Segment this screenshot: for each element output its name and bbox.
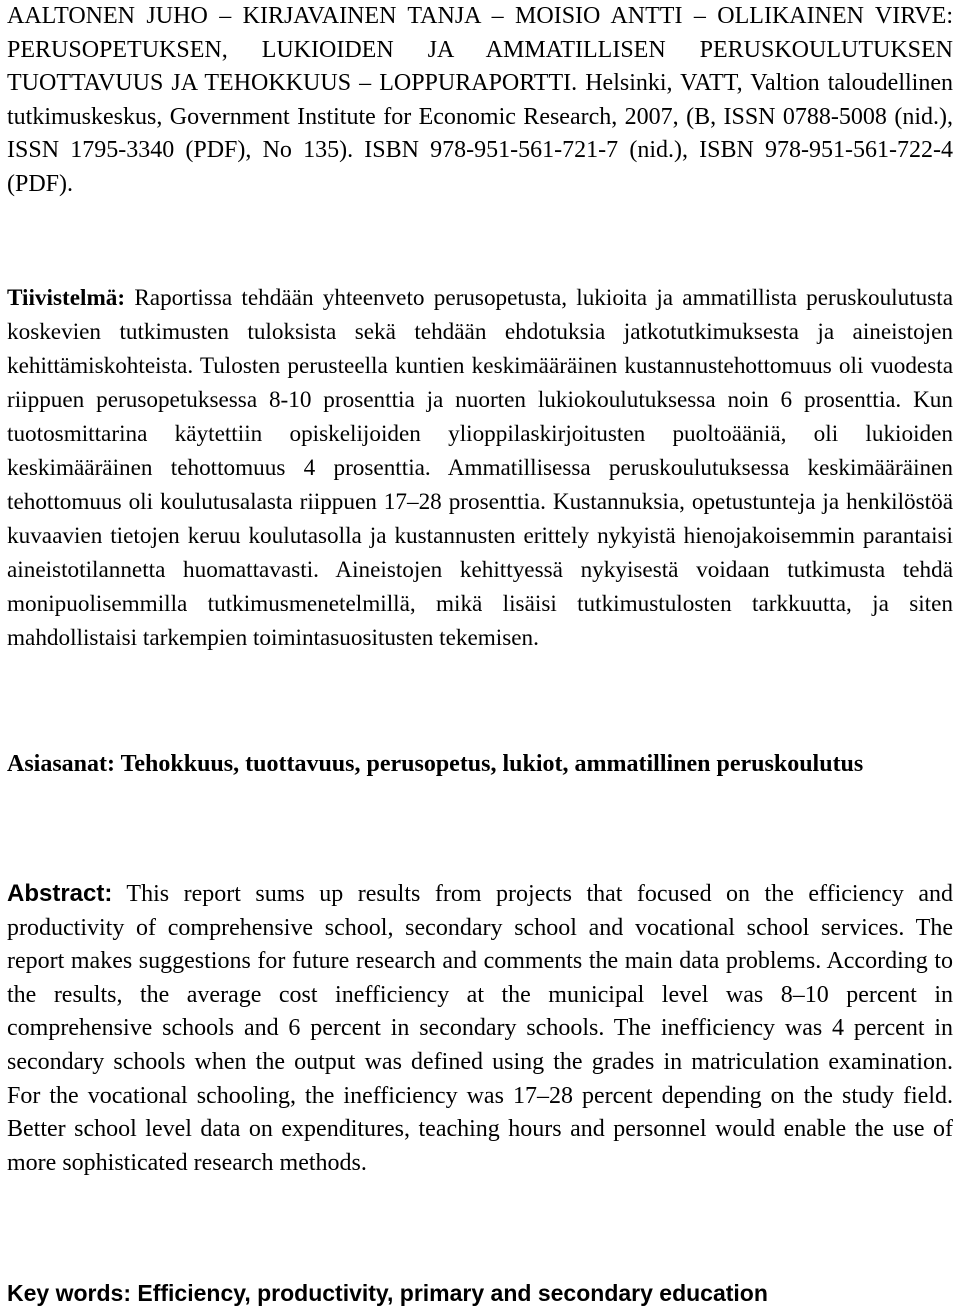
english-keywords-text: Efficiency, productivity, primary and secondary education [130, 1280, 768, 1306]
finnish-keywords-text: Tehokkuus, tuottavuus, perusopetus, lukiot, ammatillinen peruskoulutus [115, 751, 864, 777]
english-abstract [7, 877, 953, 1180]
english-abstract-label: Abstract: [7, 880, 113, 907]
bibliography-reference [7, 0, 953, 202]
english-keywords-label: Key words: [7, 1280, 131, 1306]
finnish-keywords [7, 747, 953, 781]
finnish-abstract [7, 281, 953, 655]
bibliography-text: AALTONEN JUHO – KIRJAVAINEN TANJA – MOISIO ANTTI – OLLIKAINEN VIRVE: PERUSOPETUKSEN, LUKIOIDEN JA AMMATILLISEN PERUSKOULUTUKSEN TUOTTAVUUS JA TEHOKKUUS – LOPPURAPORTTI. Helsinki, VATT, Valtion taloudellinen tutkimuskeskus, Government Institute for Economic Research, 2007, (B, ISSN 0788-5008 (nid.), ISSN 1795-3340 (PDF), No 135). ISBN 978-951-561-721-7 (nid.), ISBN 978-951-561-722-4 (PDF). [7, 3, 953, 197]
finnish-abstract-label: Tiivistelmä: [7, 285, 126, 311]
english-abstract-text: This report sums up results from projects that focused on the efficiency and productivity of comprehensive school, secondary school and vocational school services. The report makes suggestions for future research and comments the main data problems. According to the results, the average cost inefficiency at the municipal level was 8–10 percent in comprehensive schools and 6 percent in secondary schools. The inefficiency was 4 percent in secondary schools when the output was defined using the grades in matriculation examination. For the vocational schooling, the inefficiency was 17–28 percent depending on the study field. Better school level data on expenditures, teaching hours and personnel would enable the use of more sophisticated research methods. [7, 881, 953, 1176]
finnish-abstract-text: Raportissa tehdään yhteenveto perusopetusta, lukioita ja ammatillista peruskoulutusta koskevien tutkimusten tuloksista sekä tehdään ehdotuksia jatkotutkimuksesta ja aineistojen kehittämiskohteista. Tulosten perusteella kuntien keskimääräinen kustannustehottomuus oli vuodesta riippuen perusopetuksessa 8-10 prosenttia ja nuorten lukiokoulutuksessa noin 6 prosenttia. Kun tuotosmittarina käytettiin opiskelijoiden ylioppilaskirjoitusten puoltoääniä, oli lukioiden keskimääräinen tehottomuus 4 prosenttia. Ammatillisessa peruskoulutuksessa keskimääräinen tehottomuus oli koulutusalasta riippuen 17–28 prosenttia. Kustannuksia, opetustunteja ja henkilöstöä kuvaavien tietojen keruu koulutasolla ja kustannusten erittely nykyistä hienojakoisemmin parantaisi aineistotilannetta huomattavasti. Aineistojen kehittyessä nykyisestä voidaan tutkimusta tehdä monipuolisemmilla tutkimusmenetelmillä, mikä lisäisi tutkimustulosten tarkkuutta, ja siten mahdollistaisi tarkempien toimintasuositusten tekemisen. [7, 285, 953, 651]
finnish-keywords-label: Asiasanat: [7, 751, 116, 777]
english-keywords [7, 1277, 953, 1309]
